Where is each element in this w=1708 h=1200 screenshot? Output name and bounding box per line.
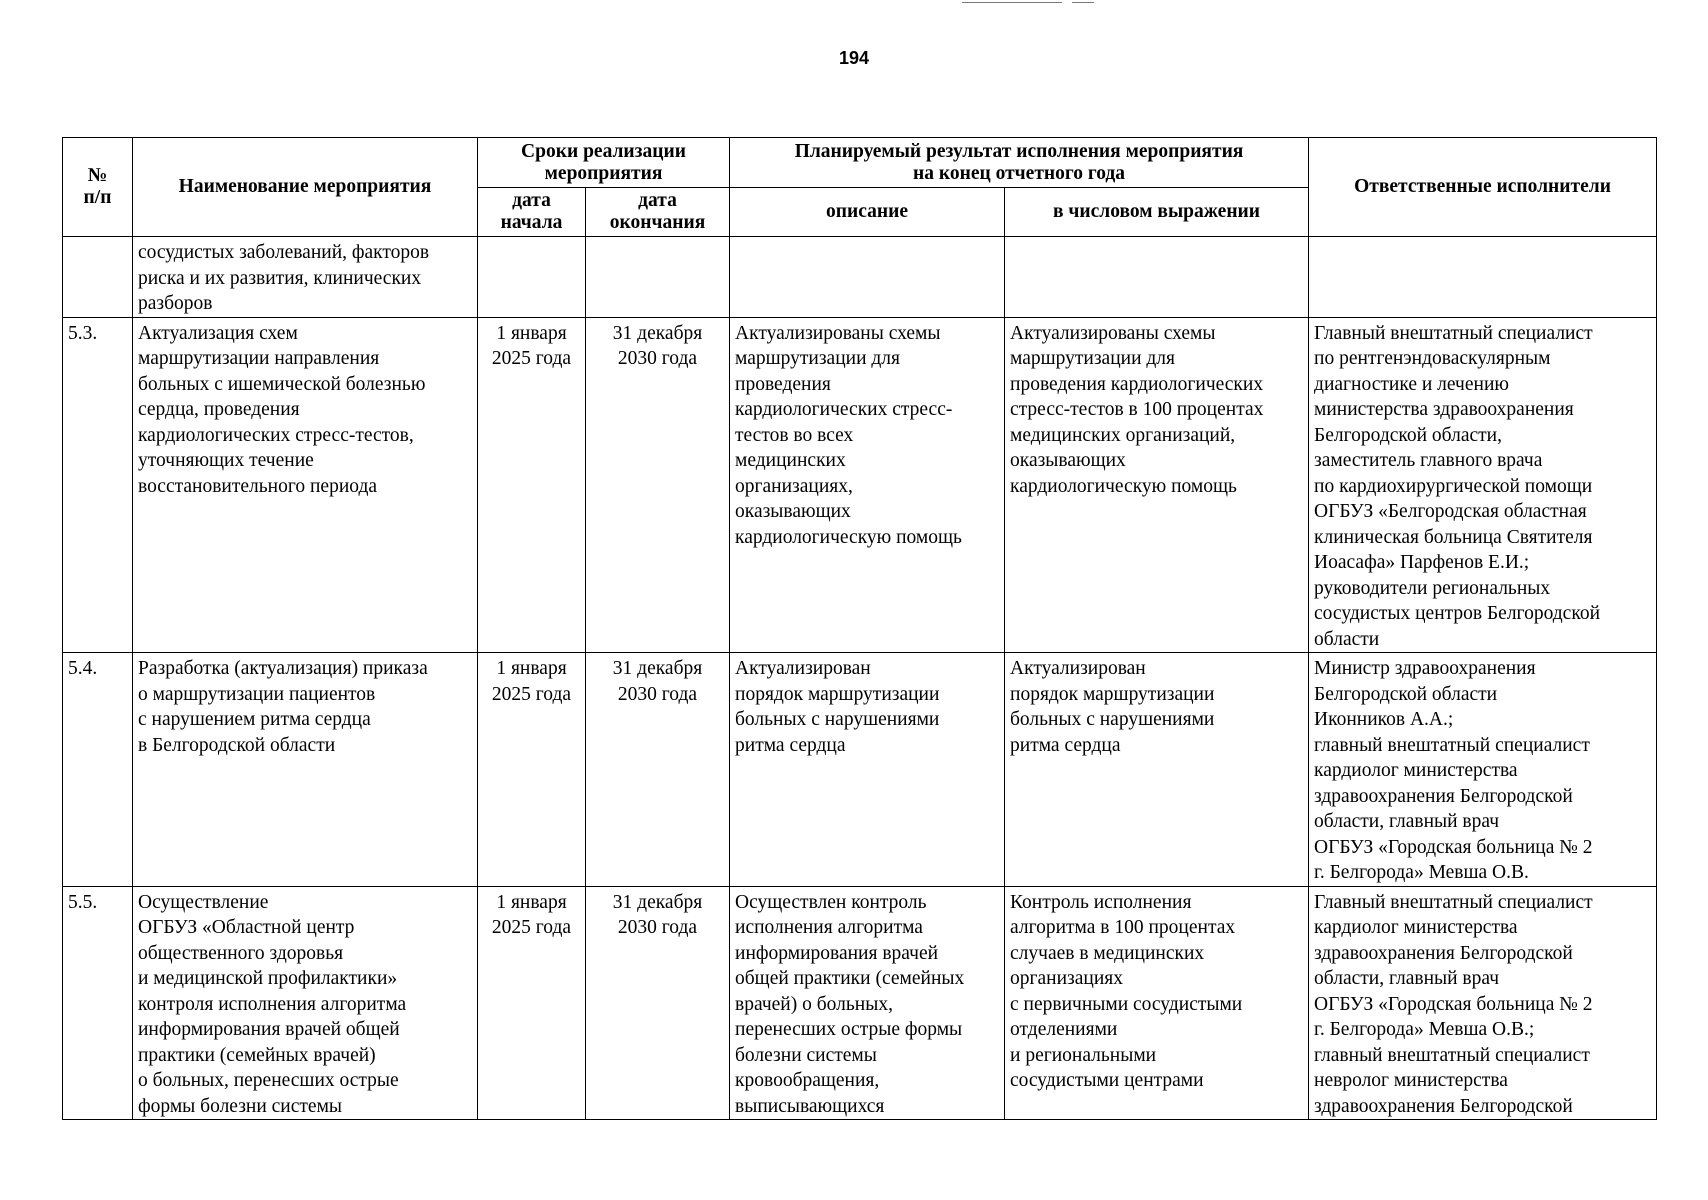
cell-description	[730, 237, 1005, 318]
table-header	[63, 138, 1657, 237]
cell-text-line: по рентгенэндоваскулярным	[1314, 348, 1551, 369]
cell-text-line: кровообращения,	[735, 1070, 880, 1091]
cell-text-line: кардиолог министерства	[1314, 917, 1518, 938]
cell-text-line: маршрутизации для	[1010, 348, 1176, 369]
table-row	[63, 886, 1657, 1120]
cell-text-line: с первичными сосудистыми	[1010, 993, 1243, 1015]
cell-activity-name	[133, 317, 478, 653]
cell-executors	[1309, 886, 1657, 1120]
cell-text-line: сосудистых заболеваний, факторов	[138, 242, 430, 263]
cell-numeric	[1005, 317, 1309, 653]
cell-number	[63, 317, 133, 653]
cell-activity-name	[133, 886, 478, 1120]
cell-text-line: кардиологическую помощь	[735, 526, 962, 548]
cell-text-line: исполнения алгоритма	[735, 917, 923, 938]
cell-text: 5.3.	[68, 322, 98, 344]
cell-text-line: здравоохранения Белгородской	[1314, 942, 1573, 964]
cell-text-line: здравоохранения Белгородской	[1314, 785, 1573, 807]
cell-text-line: о больных, перенесших острые	[138, 1070, 399, 1091]
cell-text-line: контроля исполнения алгоритма	[138, 993, 407, 1015]
cell-text-line: больных с нарушениями	[1010, 709, 1215, 730]
cell-text-line: алгоритма в 100 процентах	[1010, 917, 1236, 938]
cell-text-line: информирования врачей	[735, 942, 939, 964]
cell-text-line: министерства здравоохранения	[1314, 399, 1574, 420]
header-end-date: дата окончания	[586, 188, 730, 237]
cell-executors	[1309, 317, 1657, 653]
cell-text-line: кардиологических стресс-тестов,	[138, 424, 414, 446]
cell-description	[730, 886, 1005, 1120]
cell-text-line: 2030 года	[617, 917, 698, 938]
cell-text-line: Осуществление	[138, 891, 269, 913]
table-row	[63, 653, 1657, 887]
cell-text-line: 1 января	[496, 322, 567, 344]
scan-artifact-line	[962, 2, 1062, 3]
cell-text-line: сосудистых центров Белгородской	[1314, 603, 1600, 624]
cell-numeric	[1005, 653, 1309, 887]
cell-numeric	[1005, 886, 1309, 1120]
cell-text-line: оказывающих	[735, 501, 851, 522]
header-terms: Сроки реализации мероприятия	[478, 138, 730, 188]
cell-text-line: организациях	[1010, 968, 1123, 989]
page-number: 194	[838, 48, 870, 68]
cell-end-date	[586, 886, 730, 1120]
cell-number	[63, 653, 133, 887]
table-row	[63, 317, 1657, 653]
cell-text-line: сердца, проведения	[138, 399, 300, 420]
cell-text-line: случаев в медицинских	[1010, 942, 1205, 964]
cell-text-line: отделениями	[1010, 1019, 1118, 1040]
cell-text-line: ОГБУЗ «Областной центр	[138, 917, 355, 938]
cell-text-line: 2025 года	[491, 917, 572, 938]
cell-text-line: невролог министерства	[1314, 1070, 1508, 1091]
cell-text-line: Контроль исполнения	[1010, 891, 1192, 913]
cell-text-line: общей практики (семейных	[735, 968, 965, 989]
scan-artifact-line	[1072, 2, 1094, 3]
cell-text-line: области, главный врач	[1314, 968, 1500, 989]
cell-text-line: заместитель главного врача	[1314, 450, 1543, 471]
cell-text-line: 31 декабря	[612, 891, 703, 913]
cell-number	[63, 886, 133, 1120]
cell-description	[730, 653, 1005, 887]
cell-activity-name	[133, 653, 478, 887]
cell-text-line: клиническая больница Святителя	[1314, 526, 1593, 548]
cell-text-line: о маршрутизации пациентов	[138, 683, 376, 705]
cell-text-line: ОГБУЗ «Городская больница № 2	[1314, 836, 1593, 858]
cell-text-line: 1 января	[496, 658, 567, 679]
cell-text-line: руководители региональных	[1314, 577, 1551, 599]
cell-text-line: маршрутизации направления	[138, 348, 380, 369]
cell-text-line: информирования врачей общей	[138, 1019, 400, 1040]
cell-text-line: медицинских организаций,	[1010, 424, 1236, 446]
cell-text-line: кардиологическую помощь	[1010, 475, 1237, 497]
cell-text-line: оказывающих	[1010, 450, 1126, 471]
cell-text-line: формы болезни системы	[138, 1095, 343, 1117]
cell-text-line: и медицинской профилактики»	[138, 968, 398, 989]
header-numeric: в числовом выражении	[1005, 188, 1309, 237]
cell-text-line: ритма сердца	[735, 734, 846, 756]
cell-text-line: 31 декабря	[612, 322, 703, 344]
table-row	[63, 237, 1657, 318]
cell-text-line: 2025 года	[491, 348, 572, 369]
header-executors: Ответственные исполнители	[1309, 138, 1657, 237]
cell-text-line: с нарушением ритма сердца	[138, 709, 371, 730]
activities-table	[62, 137, 1657, 1120]
header-number: № п/п	[63, 138, 133, 237]
cell-number	[63, 237, 133, 318]
cell-text-line: Актуализирован	[735, 658, 871, 679]
cell-numeric	[1005, 237, 1309, 318]
cell-text-line: стресс-тестов в 100 процентах	[1010, 399, 1264, 420]
cell-text-line: Осуществлен контроль	[735, 891, 927, 913]
cell-text-line: выписывающихся	[735, 1095, 885, 1117]
cell-text-line: ритма сердца	[1010, 734, 1121, 756]
cell-text-line: кардиолог министерства	[1314, 760, 1518, 781]
cell-text-line: сосудистыми центрами	[1010, 1070, 1204, 1091]
cell-text: 5.4.	[68, 658, 98, 679]
cell-text-line: диагностике и лечению	[1314, 373, 1509, 395]
header-start-date: дата начала	[478, 188, 586, 237]
header-planned-result: Планируемый результат исполнения мероприятия на конец отчетного года	[730, 138, 1309, 188]
cell-start-date	[478, 886, 586, 1120]
cell-text-line: болезни системы	[735, 1044, 877, 1066]
cell-start-date	[478, 317, 586, 653]
cell-text-line: 2030 года	[617, 683, 698, 705]
cell-text-line: маршрутизации для	[735, 348, 901, 369]
cell-text-line: ОГБУЗ «Городская больница № 2	[1314, 993, 1593, 1015]
cell-text-line: тестов во всех	[735, 424, 854, 446]
cell-text-line: главный внештатный специалист	[1314, 734, 1590, 756]
cell-text-line: Белгородской области,	[1314, 424, 1502, 446]
cell-text-line: Актуализированы схемы	[735, 322, 941, 344]
cell-text-line: восстановительного периода	[138, 475, 378, 497]
cell-text-line: г. Белгорода» Мевша О.В.;	[1314, 1019, 1535, 1040]
cell-text-line: практики (семейных врачей)	[138, 1044, 376, 1066]
cell-description	[730, 317, 1005, 653]
cell-text-line: больных с нарушениями	[735, 709, 940, 730]
cell-text-line: ОГБУЗ «Белгородская областная	[1314, 501, 1587, 522]
cell-text-line: г. Белгорода» Мевша О.В.	[1314, 862, 1529, 883]
cell-text-line: больных с ишемической болезнью	[138, 373, 426, 395]
cell-text-line: разборов	[138, 293, 213, 314]
cell-text-line: здравоохранения Белгородской	[1314, 1095, 1573, 1117]
cell-text-line: Главный внештатный специалист	[1314, 891, 1593, 913]
cell-text-line: области, главный врач	[1314, 811, 1500, 832]
cell-text-line: 2030 года	[617, 348, 698, 369]
cell-text-line: Актуализирован	[1010, 658, 1146, 679]
cell-start-date	[478, 653, 586, 887]
cell-executors	[1309, 237, 1657, 318]
cell-text-line: и региональными	[1010, 1044, 1157, 1066]
cell-text-line: 31 декабря	[612, 658, 703, 679]
cell-text-line: области	[1314, 628, 1380, 650]
cell-text-line: Актуализированы схемы	[1010, 322, 1216, 344]
cell-text-line: порядок маршрутизации	[735, 683, 940, 705]
cell-text-line: по кардиохирургической помощи	[1314, 475, 1593, 497]
cell-text-line: Белгородской области	[1314, 683, 1498, 705]
cell-start-date	[478, 237, 586, 318]
cell-text-line: медицинских	[735, 450, 846, 471]
cell-text: 5.5.	[68, 891, 98, 913]
cell-text-line: общественного здоровья	[138, 942, 344, 964]
cell-end-date	[586, 237, 730, 318]
cell-text-line: 2025 года	[491, 683, 572, 705]
cell-text-line: 1 января	[496, 891, 567, 913]
cell-text-line: проведения кардиологических	[1010, 373, 1264, 395]
cell-text-line: кардиологических стресс-	[735, 399, 953, 420]
cell-text-line: организациях,	[735, 475, 853, 497]
cell-text-line: Иоасафа» Парфенов Е.И.;	[1314, 552, 1530, 573]
cell-text-line: Главный внештатный специалист	[1314, 322, 1593, 344]
cell-text-line: риска и их развития, клинических	[138, 267, 422, 289]
header-description: описание	[730, 188, 1005, 237]
cell-activity-name	[133, 237, 478, 318]
cell-text-line: врачей) о больных,	[735, 993, 893, 1015]
cell-text-line: в Белгородской области	[138, 734, 336, 756]
header-activity-name: Наименование мероприятия	[133, 138, 478, 237]
table-body	[63, 237, 1657, 1120]
cell-executors	[1309, 653, 1657, 887]
cell-end-date	[586, 653, 730, 887]
cell-text-line: порядок маршрутизации	[1010, 683, 1215, 705]
cell-text-line: Иконников А.А.;	[1314, 709, 1454, 730]
cell-text-line: Разработка (актуализация) приказа	[138, 658, 428, 679]
cell-text-line: Министр здравоохранения	[1314, 658, 1536, 679]
cell-text-line: уточняющих течение	[138, 450, 314, 471]
cell-end-date	[586, 317, 730, 653]
cell-text-line: главный внештатный специалист	[1314, 1044, 1590, 1066]
cell-text-line: проведения	[735, 373, 831, 395]
cell-text-line: перенесших острые формы	[735, 1019, 963, 1040]
cell-text-line: Актуализация схем	[138, 322, 298, 344]
